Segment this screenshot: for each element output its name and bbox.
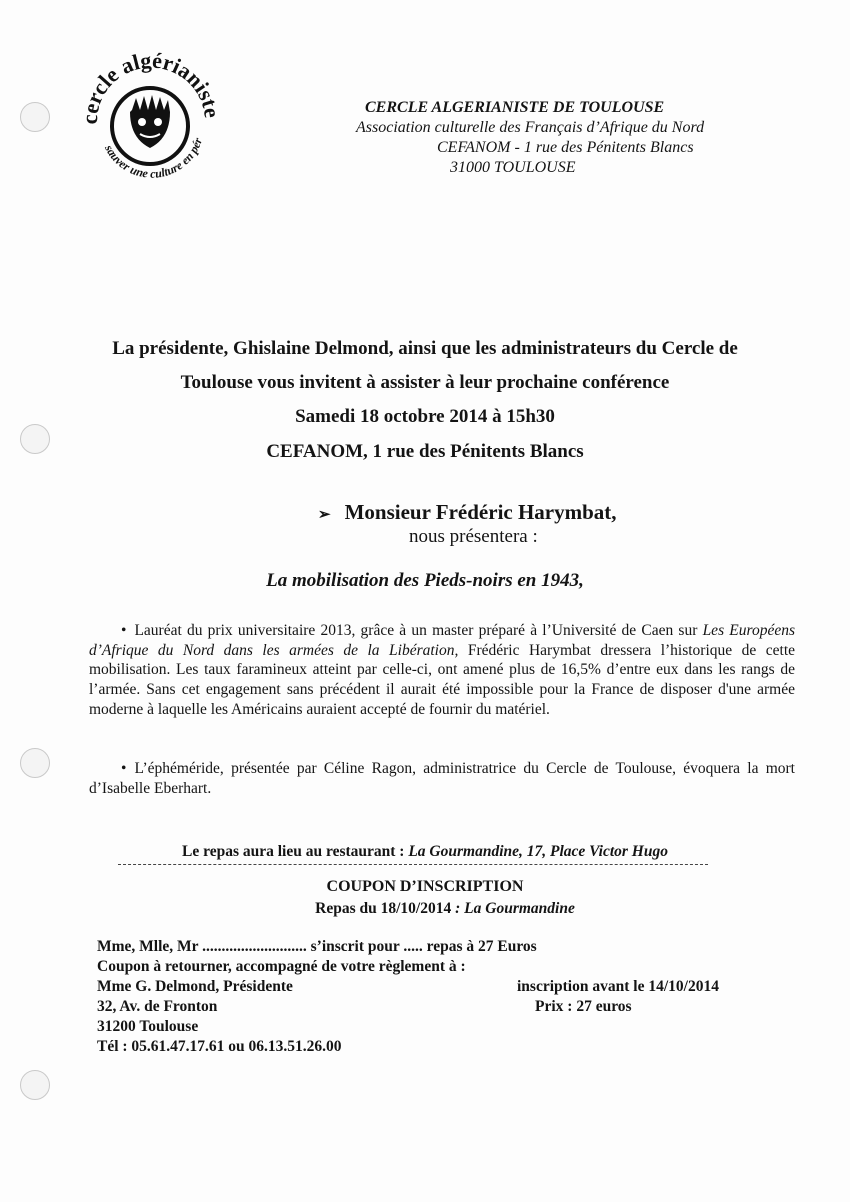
recipient-city: 31200 Toulouse [97, 1018, 199, 1035]
presentera-text: nous présentera : [409, 526, 538, 547]
paragraph-1-part-2: Frédéric Harymbat dressera l’historique de cette mobilisation. Les taux faramineux atteint par celle-ci, ont amené plus de 16,5% d’entre eux dans les rangs de l’armée. Sans cet engagement sans précédent il aurait été impossible pour la France de disposer d'une armée moderne à laquelle les Américains auraient accepté de fournir du matériel. [89, 641, 795, 718]
meal-lead: Le repas aura lieu au restaurant : [182, 843, 409, 860]
cut-line-divider [118, 864, 708, 865]
paragraph-ephemeride [89, 759, 795, 798]
org-name: CERCLE ALGERIANISTE DE TOULOUSE [365, 99, 665, 116]
coupon-subtitle [0, 900, 850, 918]
coupon-sub-place: : La Gourmandine [455, 900, 575, 917]
paragraph-2-text: L’éphéméride, présentée par Céline Ragon, administratrice du Cercle de Toulouse, évoquera la mort d’Isabelle Eberhart. [89, 760, 795, 797]
bullet-icon: • [121, 622, 127, 639]
return-line: Coupon à retourner, accompagné de votre règlement à : [97, 958, 466, 975]
speaker [318, 500, 617, 525]
coupon-sub-lead: Repas du 18/10/2014 [315, 900, 456, 917]
price: Prix : 27 euros [535, 998, 632, 1015]
org-city: 31000 TOULOUSE [450, 159, 576, 176]
conference-title: La mobilisation des Pieds-noirs en 1943, [266, 570, 584, 591]
paragraph-1-part-1: Lauréat du prix universitaire 2013, grâce à un master préparé à l’Université de Caen sur [134, 622, 703, 639]
invitation-line-2: Toulouse vous invitent à assister à leur prochaine conférence [180, 372, 670, 393]
speaker-name: Monsieur Frédéric Harymbat, [344, 500, 617, 524]
bullet-icon: • [121, 760, 127, 777]
meal-info [0, 843, 850, 861]
recipient: Mme G. Delmond, Présidente [97, 978, 293, 995]
signup-line: Mme, Mlle, Mr ........................... s’inscrit pour ..... repas à 27 Euros [97, 938, 537, 955]
punch-hole-1 [20, 102, 50, 132]
thesis-title: Les Européens d’Afrique du Nord dans les armées de la Libération, [89, 622, 796, 659]
event-venue: CEFANOM, 1 rue des Pénitents Blancs [266, 441, 584, 462]
recipient-street: 32, Av. de Fronton [97, 998, 218, 1015]
invitation-line-1: La présidente, Ghislaine Delmond, ainsi que les administrateurs du Cercle de [112, 338, 738, 359]
phone: Tél : 05.61.47.17.61 ou 06.13.51.26.00 [97, 1038, 342, 1055]
org-address: CEFANOM - 1 rue des Pénitents Blancs [437, 139, 694, 156]
punch-hole-3 [20, 748, 50, 778]
coupon-title: COUPON D’INSCRIPTION [326, 878, 524, 895]
org-subtitle: Association culturelle des Français d’Afrique du Nord [356, 119, 705, 136]
event-date: Samedi 18 octobre 2014 à 15h30 [295, 406, 555, 427]
association-logo [70, 40, 230, 200]
hand-emblem-icon [130, 95, 170, 148]
logo-ring-text: cercle algérianiste [76, 47, 225, 125]
paragraph-laureat [89, 621, 795, 720]
punch-hole-4 [20, 1070, 50, 1100]
deadline: inscription avant le 14/10/2014 [517, 978, 719, 995]
meal-place: La Gourmandine, 17, Place Victor Hugo [408, 843, 668, 860]
logo-bottom-text: sauver une culture en pér [102, 136, 206, 181]
arrow-bullet-icon: ➢ [318, 507, 331, 523]
